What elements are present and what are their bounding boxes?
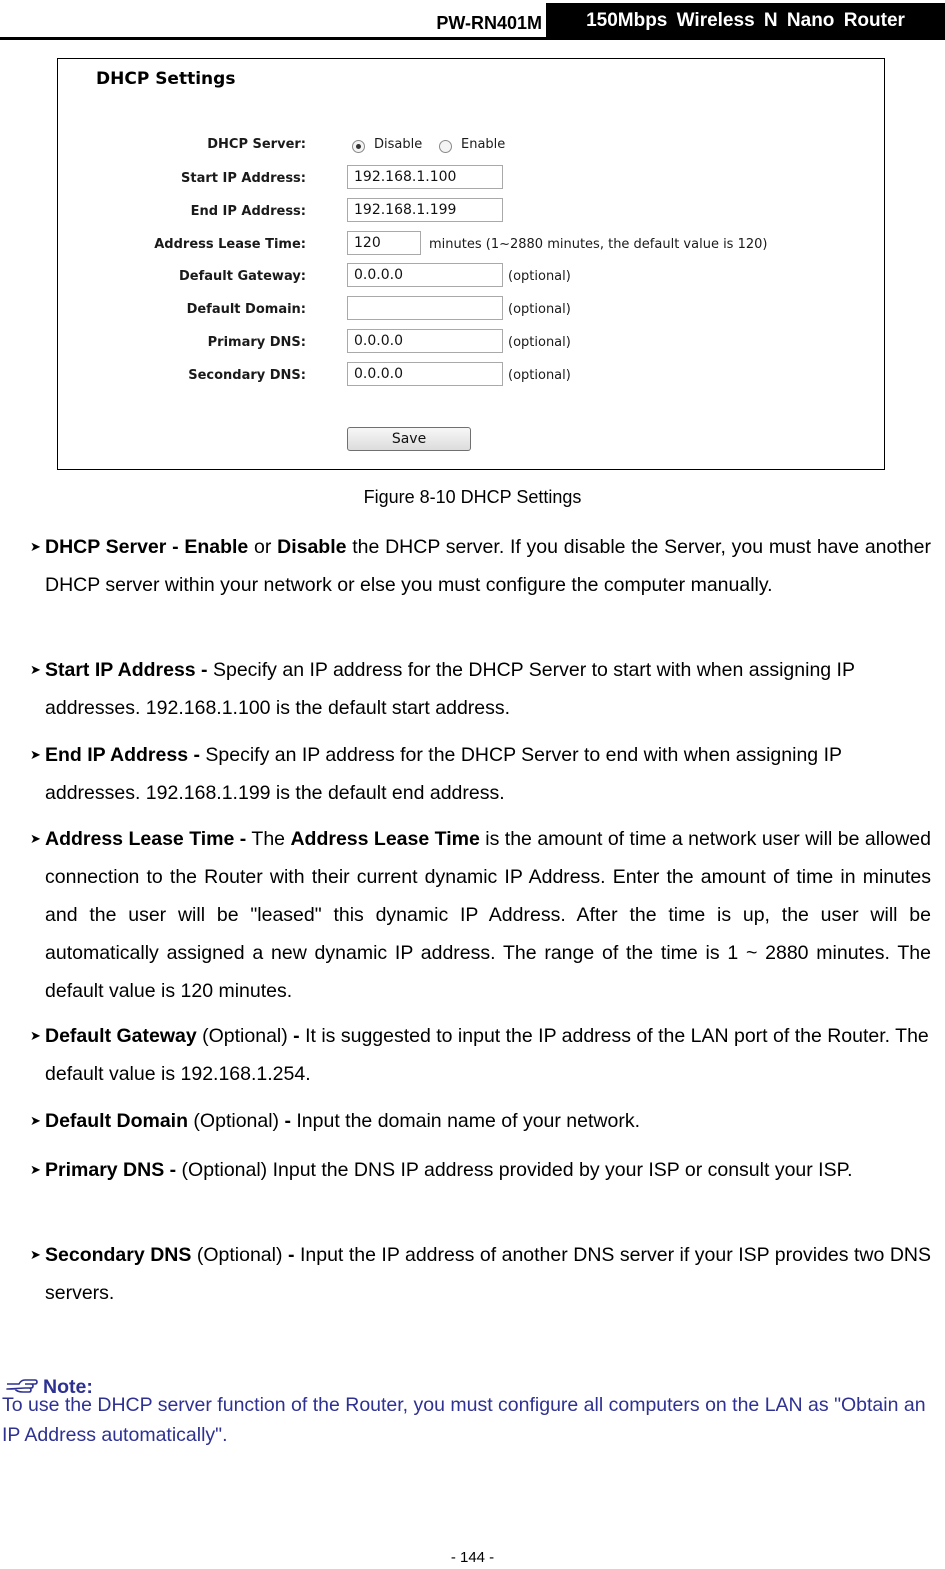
default-domain-label: Default Domain: (186, 302, 306, 317)
primary-dns-input[interactable]: 0.0.0.0 (347, 329, 503, 353)
note-heading: Note: (5, 1376, 93, 1399)
bullet-arrow-icon: ➤ (30, 1113, 41, 1128)
dhcp-server-label: DHCP Server: (207, 137, 306, 152)
figure-caption: Figure 8-10 DHCP Settings (363, 487, 582, 507)
page-number: - 144 - (450, 1549, 495, 1566)
note-body: To use the DHCP server function of the Router, you must configure all computers on the LAN as "Obtain an IP Address automatically". (2, 1394, 926, 1446)
dhcp-settings-figure (57, 58, 885, 470)
figure-title: DHCP Settings (96, 69, 236, 89)
save-button[interactable]: Save (347, 427, 471, 451)
header-model: PW-RN401M (436, 13, 542, 33)
enable-radio-label: Enable (461, 137, 506, 152)
secondary-dns-optional-hint: (optional) (508, 368, 571, 383)
list-item: ➤ Start IP Address - Specify an IP address for the DHCP Server to start with when assigning IP addresses. 192.168.1.100 is the default start address. (45, 651, 931, 727)
list-item: ➤ Primary DNS - (Optional) Input the DNS IP address provided by your ISP or consult your ISP. (45, 1151, 931, 1189)
list-item: ➤ Default Domain (Optional) - Input the domain name of your network. (45, 1102, 931, 1140)
bullet-arrow-icon: ➤ (30, 1028, 41, 1043)
header-rule (0, 37, 945, 40)
bullet-arrow-icon: ➤ (30, 539, 41, 554)
domain-optional-hint: (optional) (508, 302, 571, 317)
header-product: 150Mbps Wireless N Nano Router (546, 3, 945, 38)
bullet-arrow-icon: ➤ (30, 662, 41, 677)
secondary-dns-input[interactable]: 0.0.0.0 (347, 362, 503, 386)
default-gateway-input[interactable]: 0.0.0.0 (347, 263, 503, 287)
disable-radio[interactable] (352, 140, 365, 153)
gateway-optional-hint: (optional) (508, 269, 571, 284)
primary-dns-label: Primary DNS: (207, 335, 306, 350)
list-item: ➤ Default Gateway (Optional) - It is suggested to input the IP address of the LAN port of the Router. The default value is 192.168.1.254. (45, 1017, 931, 1093)
secondary-dns-label: Secondary DNS: (188, 368, 306, 383)
end-ip-input[interactable]: 192.168.1.199 (347, 198, 503, 222)
lease-time-label: Address Lease Time: (154, 237, 306, 252)
disable-radio-label: Disable (374, 137, 423, 152)
list-item: ➤ Secondary DNS (Optional) - Input the IP address of another DNS server if your ISP provides two DNS servers. (45, 1236, 931, 1312)
list-item: ➤ DHCP Server - Enable or Disable the DHCP server. If you disable the Server, you must have another DHCP server within your network or else you must configure the computer manually. (45, 528, 931, 604)
lease-time-input[interactable]: 120 (347, 231, 421, 255)
list-item: ➤ Address Lease Time - The Address Lease Time is the amount of time a network user will be allowed connection to the Router with their current dynamic IP Address. Enter the amount of time in minutes and the user will be "leased" this dynamic IP Address. After the time is up, the user will be automatically assigned a new dynamic IP address. The range of the time is 1 ~ 2880 minutes. The default value is 120 minutes. (45, 820, 931, 1010)
primary-dns-optional-hint: (optional) (508, 335, 571, 350)
list-item: ➤ End IP Address - Specify an IP address for the DHCP Server to end with when assigning IP addresses. 192.168.1.199 is the default end address. (45, 736, 931, 812)
start-ip-input[interactable]: 192.168.1.100 (347, 165, 503, 189)
end-ip-label: End IP Address: (190, 204, 306, 219)
bullet-arrow-icon: ➤ (30, 747, 41, 762)
enable-radio[interactable] (439, 140, 452, 153)
lease-time-hint: minutes (1~2880 minutes, the default value is 120) (429, 237, 768, 252)
page-header (0, 0, 945, 42)
default-domain-input[interactable] (347, 296, 503, 320)
default-gateway-label: Default Gateway: (178, 269, 306, 284)
bullet-arrow-icon: ➤ (30, 1162, 41, 1177)
start-ip-label: Start IP Address: (181, 171, 306, 186)
bullet-arrow-icon: ➤ (30, 1247, 41, 1262)
bullet-arrow-icon: ➤ (30, 831, 41, 846)
